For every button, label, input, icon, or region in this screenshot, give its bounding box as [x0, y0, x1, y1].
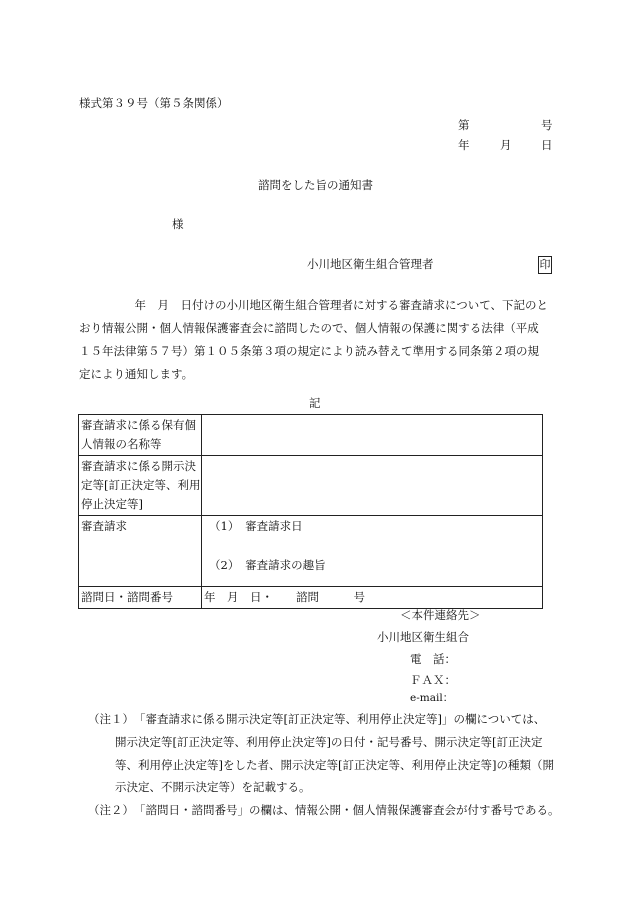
number-prefix: 第 — [458, 118, 470, 132]
note1-line: 「審査請求に係る開示決定等[訂正決定等、利用停止決定等]」の欄については、 — [134, 712, 546, 726]
cell-text: 諮問日・諮問番号 — [81, 590, 173, 604]
details-table — [78, 414, 543, 609]
form-number: 様式第３９号（第５条関係） — [79, 96, 229, 110]
contact-email-label: e-mail： — [410, 692, 454, 704]
body-line: １５年法律第５７号）第１０５条第３項の規定により読み替えて準用する同条第２項の規 — [79, 344, 539, 358]
label-cell — [79, 516, 202, 587]
note2-text: 「諮問日・諮問番号」の欄は、情報公開・個人情報保護審査会が付す番号である。 — [134, 803, 560, 817]
note2-label: （注２） — [88, 803, 134, 817]
cell-text: 審査請求に係る開示決 — [81, 459, 196, 473]
request-date-item: （1） 審査請求日 — [209, 519, 303, 533]
cell-text: 審査請求 — [81, 519, 127, 533]
cell-text: 停止決定等] — [81, 497, 143, 511]
consultation-value: 年 月 日・ 諮問 号 — [204, 590, 365, 604]
note1-line: 示決定、不開示決定等）を記載する。 — [115, 780, 311, 794]
value-cell — [202, 516, 543, 587]
request-purpose-item: （2） 審査請求の趣旨 — [209, 558, 326, 572]
cell-text: 審査請求に係る保有個 — [81, 418, 196, 432]
label-cell — [79, 415, 202, 456]
note1-line: 開示決定等[訂正決定等、利用停止決定等]の日付・記号番号、開示決定等[訂正決定 — [115, 735, 543, 749]
table-row — [79, 516, 543, 587]
note1-label: （注１） — [88, 712, 134, 726]
note1-line: 等、利用停止決定等]をした者、開示決定等[訂正決定等、利用停止決定等]の種類（開 — [115, 758, 554, 772]
number-suffix: 号 — [541, 118, 553, 132]
value-cell — [202, 587, 543, 609]
cell-text: 定等[訂正決定等、利用 — [81, 478, 201, 492]
date-month: 月 — [500, 138, 512, 152]
seal-stamp: 印 — [538, 256, 552, 274]
date-day: 日 — [541, 138, 553, 152]
table-row — [79, 587, 543, 609]
ki-heading: 記 — [309, 396, 321, 410]
body-line: おり情報公開・個人情報保護審査会に諮問したので、個人情報の保護に関する法律（平成 — [79, 321, 539, 335]
contact-heading: ＜本件連絡先＞ — [400, 608, 481, 622]
addressee: 様 — [172, 217, 184, 231]
contact-fax-label: ＦＡＸ： — [410, 673, 456, 687]
document-title: 諮問をした旨の通知書 — [258, 178, 373, 192]
body-paragraph — [79, 294, 555, 386]
label-cell — [79, 456, 202, 516]
date-year: 年 — [458, 138, 470, 152]
body-line: 定により通知します。 — [79, 367, 194, 381]
contact-org: 小川地区衛生組合 — [377, 630, 469, 644]
sender-name: 小川地区衛生組合管理者 — [307, 257, 434, 271]
cell-text: 人情報の名称等 — [81, 437, 162, 451]
body-line: 年 月 日付けの小川地区衛生組合管理者に対する審査請求について、下記のと — [123, 298, 549, 312]
value-cell — [202, 415, 543, 456]
value-cell — [202, 456, 543, 516]
label-cell — [79, 587, 202, 609]
table-row — [79, 456, 543, 516]
contact-phone-label: 電 話： — [410, 652, 456, 666]
table-row — [79, 415, 543, 456]
